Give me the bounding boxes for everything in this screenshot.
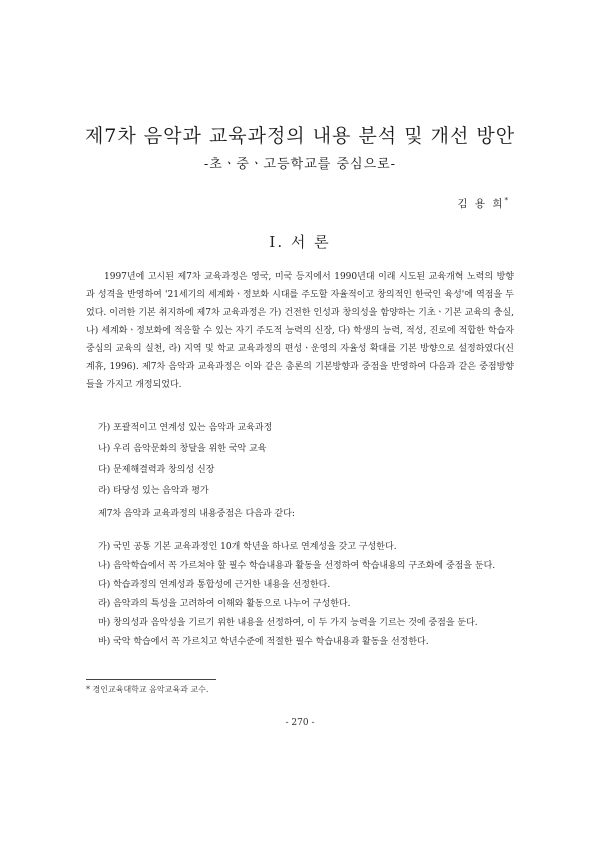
footnote: * 경인교육대학교 음악교육과 교수. xyxy=(86,685,209,694)
footnote-divider xyxy=(86,679,216,680)
intro-paragraph: 1997년에 고시된 제7차 교육과정은 영국, 미국 등지에서 1990년대 이래 시도된 교육개혁 노력의 방향과 성격을 반영하여 '21세기의 세계화ㆍ정보화 시대를 주도할 자율적이고 창의적인 한국인 육성'에 역점을 두었다. 이러한 기본 취지하에 제7차 교육과정은 가) 건전한 인성과 창의성을 함양하는 기초ㆍ기본 교육의 충실, 나) 세계화ㆍ정보화에 적응할 수 있는 자기 주도적 능력의 신장, 다) 학생의 능력, 적성, 진로에 적합한 학습자 중심의 교육의 실천, 라) 지역 및 학교 교육과정의 편성ㆍ운영의 자율성 확대를 기본 방향으로 설정하였다(신계휴, 1996). 제7차 음악과 교육과정은 이와 같은 총론의 기본방향과 중점을 반영하여 다음과 같은 중점방향들을 가지고 개정되었다. xyxy=(86,272,514,390)
list-item: 바) 국악 학습에서 꼭 가르치고 학년수준에 적절한 필수 학습내용과 활동을 선정한다. xyxy=(98,637,429,647)
list-item: 가) 국민 공통 기본 교육과정인 10개 학년을 하나로 연계성을 갖고 구성한다. xyxy=(98,542,397,552)
paper-subtitle: -초ㆍ중ㆍ고등학교를 중심으로- xyxy=(203,157,397,172)
list-item: 라) 타당성 있는 음악과 평가 xyxy=(98,486,209,496)
author-name xyxy=(457,196,508,211)
content-intro-text: 제7차 음악과 교육과정의 내용중점은 다음과 같다: xyxy=(98,509,295,519)
list-item: 나) 음악학습에서 꼭 가르쳐야 할 필수 학습내용과 활동을 선정하여 학습내용의 구조화에 중점을 둔다. xyxy=(98,561,496,571)
content-list xyxy=(98,538,518,652)
page-number: - 270 - xyxy=(285,718,315,728)
list-item: 마) 창의성과 음악성을 기르기 위한 내용을 선정하여, 이 두 가지 능력을 기르는 것에 중점을 둔다. xyxy=(98,618,478,628)
direction-list xyxy=(98,418,518,502)
list-item: 라) 음악과의 특성을 고려하여 이해와 활동으로 나누어 구성한다. xyxy=(98,599,351,609)
list-item: 다) 학습과정의 연계성과 통합성에 근거한 내용을 선정한다. xyxy=(98,580,331,590)
list-item: 나) 우리 음악문화의 창달을 위한 국악 교육 xyxy=(98,444,267,454)
list-item: 다) 문제해결력과 창의성 신장 xyxy=(98,465,215,475)
author-text: 김 용 희 xyxy=(457,198,505,210)
paper-title: 제7차 음악과 교육과정의 내용 분석 및 개선 방안 xyxy=(84,125,516,147)
section-heading: I. 서 론 xyxy=(269,233,331,251)
author-footnote-mark: * xyxy=(504,196,508,205)
list-item: 가) 포괄적이고 연계성 있는 음악과 교육과정 xyxy=(98,423,273,433)
